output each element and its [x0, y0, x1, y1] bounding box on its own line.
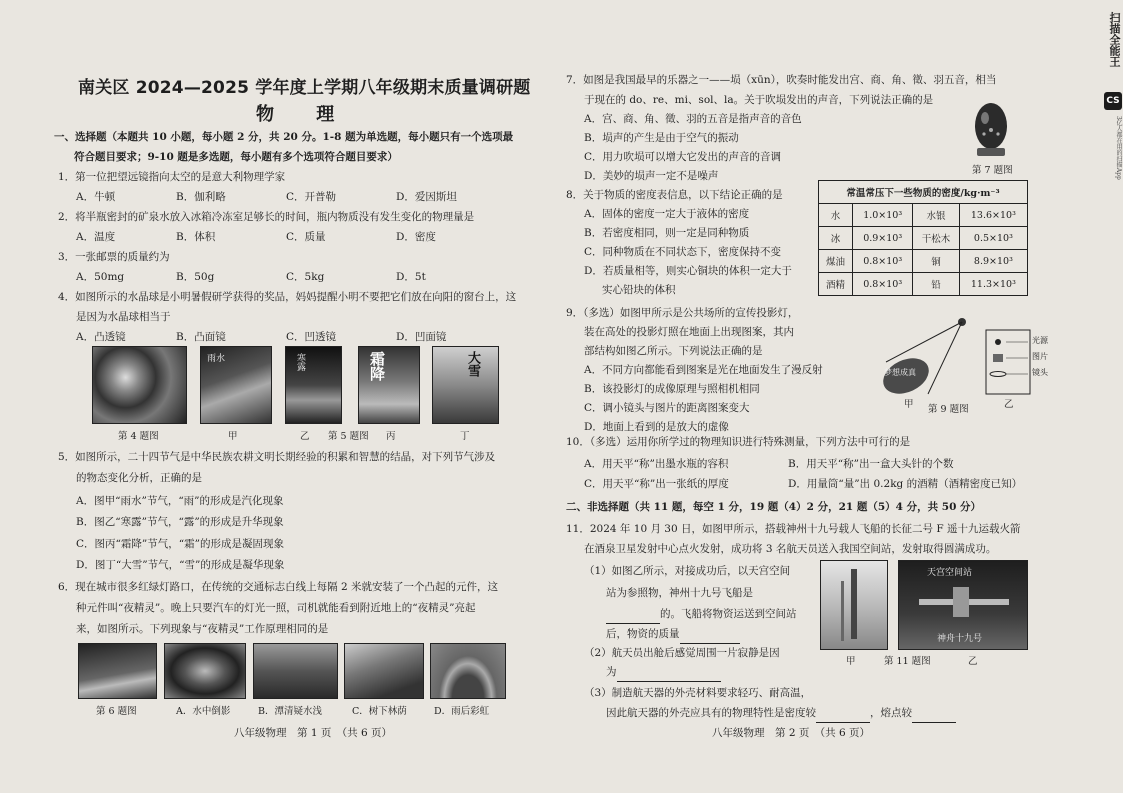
q7-option-c: C．用力吹埙可以增大它发出的声音的音调 — [584, 151, 782, 163]
table-cell: 冰 — [819, 227, 853, 250]
q9-option-d: D．地面上看到的是放大的虚像 — [584, 421, 729, 433]
space-station-photo — [898, 560, 1028, 650]
q11-part2-line2-text: 为 — [606, 666, 617, 678]
q2-option-d: D．密度 — [396, 231, 436, 243]
table-row — [819, 273, 1028, 296]
right-page — [548, 0, 1108, 793]
q5-option-d: D．图丁“大雪”节气，“雪”的形成是凝华现象 — [76, 559, 285, 571]
table-cell: 0.9×10³ — [853, 227, 913, 250]
q5-label-bing: 丙 — [386, 431, 396, 442]
table-row — [819, 227, 1028, 250]
clear-water-photo — [253, 643, 338, 699]
table-cell: 干松木 — [913, 227, 960, 250]
rainbow-photo — [430, 643, 506, 699]
photo-text-spacecraft: 神舟十九号 — [937, 634, 983, 644]
q7-stem-line2: 于现在的 do、re、mi、sol、la。关于吹埙发出的声音，下列说法正确的是 — [584, 94, 934, 106]
projector-part-slide: 图片 — [1032, 352, 1048, 361]
q8-option-d: D．若质量相等，则实心铜块的体积一定大于 — [584, 265, 792, 277]
q9-label-jia: 甲 — [904, 399, 914, 410]
q5-stem-line1: 5．如图所示，二十四节气是中华民族农耕文明长期经验的积累和智慧的结晶，对下列节气涉及 — [58, 451, 496, 463]
q11-part1-line3 — [606, 604, 797, 624]
q10-option-d: D．用量筒“量”出 0.2kg 的酒精（酒精密度已知） — [788, 478, 1023, 490]
q4-stem-line1: 4．如图所示的水晶球是小明暑假研学获得的奖品，妈妈提醒小明不要把它们放在向阳的窗台上，这 — [58, 291, 517, 303]
q9-option-c: C．调小镜头与图片的距离图案变大 — [584, 402, 750, 414]
rocket-launch-photo — [820, 560, 888, 650]
photo-text-frost: 霜降 — [368, 351, 386, 381]
q11-part1-line4-text: 后，物资的质量 — [606, 628, 680, 640]
q6-option-a: A．水中倒影 — [176, 706, 231, 717]
q2-option-a: A．温度 — [76, 231, 116, 243]
projector-floor-text: 梦想成真 — [884, 368, 916, 377]
dew-solar-term-photo — [285, 346, 342, 424]
table-cell: 铜 — [913, 250, 960, 273]
q4-option-c: C．凹透镜 — [286, 331, 337, 343]
q11-part1-line2: 站为参照物，神州十九号飞船是 — [606, 587, 753, 599]
exam-subject: 物 理 — [256, 104, 353, 125]
q10-option-a: A．用天平“称”出墨水瓶的容积 — [584, 458, 729, 470]
q6-option-d: D．雨后彩虹 — [434, 706, 490, 717]
q5-option-c: C．图丙“霜降”节气，“霜”的形成是凝固现象 — [76, 538, 285, 550]
q1-option-c: C．开普勒 — [286, 191, 337, 203]
q2-stem: 2．将半瓶密封的矿泉水放入冰箱冷冻室足够长的时间，瓶内物质没有发生变化的物理量是 — [58, 211, 475, 223]
section1-heading-line1: 一、选择题（本题共 10 小题，每小题 2 分，共 20 分。1-8 题为单选题，每小题只有一个选项最 — [54, 131, 514, 143]
table-cell: 水银 — [913, 204, 960, 227]
table-cell: 0.8×10³ — [853, 273, 913, 296]
q3-option-c: C．5kg — [286, 271, 325, 283]
camscanner-brand-name: 扫描全能王 — [1108, 12, 1121, 67]
q9-figure-caption: 第 9 题图 — [928, 404, 969, 415]
q9-label-yi: 乙 — [1004, 399, 1014, 410]
density-table — [818, 180, 1028, 296]
launch-tower-icon — [841, 581, 844, 641]
q9-option-b: B．该投影灯的成像原理与照相机相同 — [584, 383, 760, 395]
q11-part1-line4 — [606, 624, 740, 644]
q2-option-b: B．体积 — [176, 231, 216, 243]
table-cell: 酒精 — [819, 273, 853, 296]
table-cell: 水 — [819, 204, 853, 227]
xun-instrument-illustration — [968, 100, 1014, 160]
q8-option-b: B．若密度相同，则一定是同种物质 — [584, 227, 750, 239]
table-row — [819, 250, 1028, 273]
q6-stem-line3: 来，如图所示。下列现象与“夜精灵”工作原理相同的是 — [76, 623, 329, 635]
table-cell: 8.9×10³ — [959, 250, 1027, 273]
photo-text-rain: 雨水 — [207, 354, 226, 364]
q11-answer-blank-5[interactable] — [912, 710, 956, 723]
q5-option-a: A．图甲“雨水”节气，“雨”的形成是汽化现象 — [76, 495, 284, 507]
photo-text-station: 天宫空间站 — [927, 568, 973, 578]
q5-stem-line2: 的物态变化分析，正确的是 — [76, 472, 202, 484]
table-cell: 煤油 — [819, 250, 853, 273]
q11-part2-line2 — [606, 662, 721, 682]
q11-answer-blank-1[interactable] — [606, 611, 660, 624]
q4-figure-caption: 第 4 题图 — [118, 431, 159, 442]
q11-part3-line2-text-a: 因此航天器的外壳应具有的物理特性是密度较 — [606, 707, 816, 719]
q6-figure-caption: 第 6 题图 — [96, 706, 137, 717]
section1-heading-line2: 符合题目要求；9-10 题是多选题，每小题有多个选项符合题目要求） — [74, 151, 398, 163]
q8-option-c: C．同种物质在不同状态下，密度保持不变 — [584, 246, 782, 258]
q10-option-c: C．用天平“称”出一张纸的厚度 — [584, 478, 729, 490]
q1-option-a: A．牛顿 — [76, 191, 116, 203]
photo-text-dew: 寒露 — [295, 353, 305, 371]
q9-option-a: A．不同方向都能看到图案是光在地面发生了漫反射 — [584, 364, 823, 376]
q10-option-b: B．用天平“称”出一盒大头针的个数 — [788, 458, 954, 470]
q5-figure-caption: 第 5 题图 — [328, 431, 369, 442]
q6-option-c: C．树下林荫 — [352, 706, 407, 717]
photo-text-snow: 大雪 — [465, 351, 480, 377]
q10-stem: 10．（多选）运用你所学过的物理知识进行特殊测量，下列方法中可行的是 — [566, 436, 911, 448]
camscanner-tagline: 3亿人都在用的扫描App — [1115, 116, 1122, 180]
q6-stem-line1: 6．现在城市很多红绿灯路口，在传统的交通标志白线上每隔 2 米就安装了一个凸起的元件，这 — [58, 581, 499, 593]
snow-solar-term-photo — [432, 346, 499, 424]
q4-stem-line2: 是因为水晶球相当于 — [76, 311, 171, 323]
table-row — [819, 204, 1028, 227]
projector-part-lens: 镜头 — [1032, 368, 1048, 377]
table-cell: 11.3×10³ — [959, 273, 1027, 296]
q11-answer-blank-4[interactable] — [816, 710, 870, 723]
q11-part3-line2 — [606, 703, 956, 723]
station-module-icon — [953, 587, 969, 617]
q7-option-d: D．美妙的埙声一定不是噪声 — [584, 170, 719, 182]
q5-label-yi: 乙 — [300, 431, 310, 442]
q5-label-ding: 丁 — [460, 431, 470, 442]
tree-shade-photo — [344, 643, 424, 699]
water-reflection-photo — [164, 643, 246, 699]
section2-heading: 二、非选择题（共 11 题，每空 1 分，19 题（4）2 分，21 题（5）4 分，共 50 分） — [566, 501, 982, 513]
q4-option-b: B．凸面镜 — [176, 331, 226, 343]
q7-option-b: B．埙声的产生是由于空气的振动 — [584, 132, 739, 144]
table-cell: 0.5×10³ — [959, 227, 1027, 250]
table-cell: 13.6×10³ — [959, 204, 1027, 227]
table-cell: 铅 — [913, 273, 960, 296]
q8-option-a: A．固体的密度一定大于液体的密度 — [584, 208, 750, 220]
exam-title: 南关区 2024—2025 学年度上学期八年级期末质量调研题 — [78, 78, 531, 98]
projector-part-light: 光源 — [1032, 336, 1048, 345]
q3-option-b: B．50g — [176, 271, 215, 283]
q9-stem-line2: 装在高处的投影灯照在地面上出现图案，其内 — [584, 326, 794, 338]
q6-stem-line2: 种元件叫“夜精灵”。晚上只要汽车的灯光一照，司机就能看到附近地上的“夜精灵”亮起 — [76, 602, 476, 614]
q2-option-c: C．质量 — [286, 231, 326, 243]
q11-stem-line1: 11．2024 年 10 月 30 日，如图甲所示，搭载神州十九号载人飞船的长征二号 F 遥十九运载火箭 — [566, 523, 1021, 535]
q11-answer-blank-3[interactable] — [617, 669, 721, 682]
q7-figure-caption: 第 7 题图 — [972, 165, 1013, 176]
q11-part1-line3-text: 的。飞船将物资运送到空间站 — [660, 608, 797, 620]
rocket-icon — [851, 569, 857, 639]
table-cell: 0.8×10³ — [853, 250, 913, 273]
q8-option-d-line2: 实心铅块的体积 — [602, 284, 676, 296]
q7-option-a: A．宫、商、角、徵、羽的五音是指声音的音色 — [584, 113, 802, 125]
q3-option-a: A．50mg — [76, 271, 125, 283]
q3-stem: 3．一张邮票的质量约为 — [58, 251, 170, 263]
q5-option-b: B．图乙“寒露”节气，“露”的形成是升华现象 — [76, 516, 284, 528]
q1-stem: 1．第一位把望远镜指向太空的是意大利物理学家 — [58, 171, 286, 183]
q11-part3-line2-text-b: ，熔点较 — [870, 707, 912, 719]
q7-stem-line1: 7．如图是我国最早的乐器之一——埙（xūn），吹奏时能发出宫、商、角、徵、羽五音，相当 — [566, 74, 997, 86]
frost-solar-term-photo — [358, 346, 420, 424]
road-reflector-photo — [78, 643, 157, 699]
q11-label-jia: 甲 — [846, 656, 856, 667]
q1-option-b: B．伽利略 — [176, 191, 226, 203]
left-page — [0, 0, 548, 793]
q4-option-a: A．凸透镜 — [76, 331, 126, 343]
q11-stem-line2: 在酒泉卫星发射中心点火发射，成功将 3 名航天员送入我国空间站，发射取得圆满成功。 — [584, 543, 997, 555]
density-table-title: 常温常压下一些物质的密度/kg·m⁻³ — [819, 181, 1028, 204]
q5-label-jia: 甲 — [228, 431, 238, 442]
q4-option-d: D．凹面镜 — [396, 331, 447, 343]
rain-solar-term-photo — [200, 346, 272, 424]
crystal-ball-photo — [92, 346, 187, 424]
q8-stem: 8．关于物质的密度表信息，以下结论正确的是 — [566, 189, 783, 201]
q11-figure-caption: 第 11 题图 — [884, 656, 931, 667]
right-page-footer: 八年级物理 第 2 页 （共 6 页） — [712, 727, 870, 739]
q11-part3-line1: （3）制造航天器的外壳材料要求轻巧、耐高温， — [584, 687, 812, 699]
q6-option-b: B．潭清疑水浅 — [258, 706, 322, 717]
left-page-footer: 八年级物理 第 1 页 （共 6 页） — [234, 727, 392, 739]
table-cell: 1.0×10³ — [853, 204, 913, 227]
q11-part1-line1: （1）如图乙所示，对接成功后，以天宫空间 — [584, 565, 791, 577]
q1-option-d: D．爱因斯坦 — [396, 191, 457, 203]
q11-label-yi: 乙 — [968, 656, 978, 667]
q11-part2-line1: （2）航天员出舱后感觉周围一片寂静是因 — [584, 647, 780, 659]
q9-stem-line1: 9．（多选）如图甲所示是公共场所的宣传投影灯， — [566, 307, 799, 319]
q3-option-d: D．5t — [396, 271, 426, 283]
camscanner-badge: CS — [1104, 92, 1122, 110]
q9-stem-line3: 部结构如图乙所示。下列说法正确的是 — [584, 345, 763, 357]
